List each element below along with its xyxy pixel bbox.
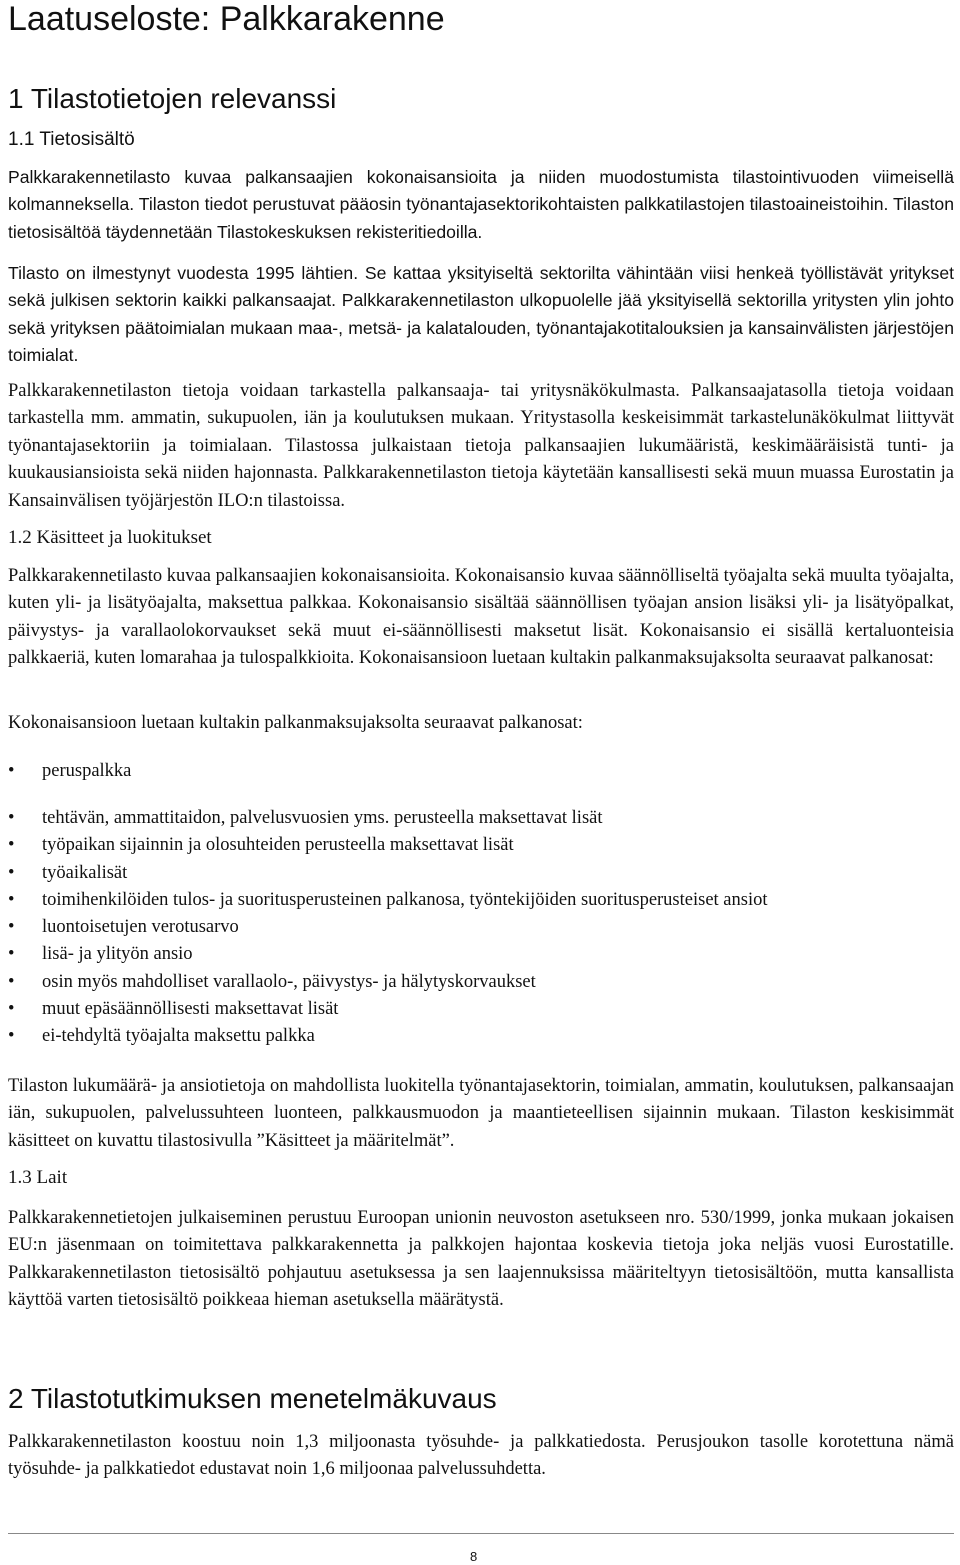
bullet-icon: •	[8, 1026, 15, 1047]
page-number: 8	[470, 1549, 478, 1564]
bullet-icon: •	[8, 835, 15, 856]
list-item: • toimihenkilöiden tulos- ja suoritusperusteinen palkanosa, työntekijöiden suoritusperusteiset ansiot	[8, 887, 954, 914]
bullet-icon: •	[8, 917, 15, 938]
list-item: • tehtävän, ammattitaidon, palvelusvuosien yms. perusteella maksettavat lisät	[8, 805, 954, 832]
paragraph-classifications: Tilaston lukumäärä- ja ansiotietoja on mahdollista luokitella työnantajasektorin, toimialan, ammatin, koulutuksen, palkansaajan iän, sukupuolen, palvelussuhteen luonteen, palkkausmuodon ja maantieteellisen sijainnin mukaan. Tilaston keskisimmät käsitteet on kuvattu tilastosivulla ”Käsitteet ja määritelmät”.	[8, 1076, 954, 1151]
paragraph-legislation: Palkkarakennetietojen julkaiseminen perustuu Euroopan unionin neuvoston asetukseen nro. 530/1999, jonka mukaan jokaisen EU:n jäsenmaan on toimitettava palkkarakennetta ja palkkojen hajontaa koskevia tietoja joka neljäs vuosi Eurostatille. Palkkarakennetilaston tietosisältö pohjautuu asetuksessa ja sen laajennuksissa määriteltyyn tietosisältöön, mutta kansallista käyttöä varten tietosisältö poikkeaa hieman asetuksella määrätystä.	[8, 1208, 954, 1311]
bullet-icon: •	[8, 999, 15, 1020]
section-heading-relevance: 1 Tilastotietojen relevanssi	[8, 83, 337, 114]
paragraph-earnings-components-intro: Kokonaisansioon luetaan kultakin palkanmaksujaksolta seuraavat palkanosat:	[8, 713, 583, 733]
paragraph-coverage: Tilasto on ilmestynyt vuodesta 1995 lähtien. Se kattaa yksityiseltä sektorilta vähintään viisi henkeä työllistävät yritykset sekä julkisen sektorin kaikki palkansaajat. Palkkarakennetilaston ulkopuolelle jää yksityisellä sektorilla yritysten ylin johto sekä yrityksen päätoimialan mukaan maa-, metsä- ja kalatalouden, työnantajakotitalouksien ja kansainvälisten järjestöjen toimialat.	[8, 263, 954, 366]
list-item: • muut epäsäännöllisesti maksettavat lisät	[8, 996, 954, 1023]
bullet-icon: •	[8, 971, 15, 992]
paragraph-methodology: Palkkarakennetilaston koostuu noin 1,3 miljoonasta työsuhde- ja palkkatiedosta. Perusjoukon tasolle korotettuna nämä työsuhde- ja palkkatiedot edustavat noin 1,6 miljoonaa palvelussuhdetta.	[8, 1432, 954, 1480]
bullet-icon: •	[8, 889, 15, 910]
list-item: • luontoisetujen verotusarvo	[8, 914, 954, 941]
subsection-heading-laws: 1.3 Lait	[8, 1167, 68, 1188]
earnings-component-list	[8, 805, 954, 1051]
subsection-heading-content: 1.1 Tietosisältö	[8, 129, 135, 150]
list-item: • ei-tehdyltä työajalta maksettu palkka	[8, 1023, 954, 1050]
list-item: • työpaikan sijainnin ja olosuhteiden perusteella maksettavat lisät	[8, 832, 954, 859]
earnings-component-list-first	[8, 758, 954, 785]
list-item: • osin myös mahdolliset varallaolo-, päivystys- ja hälytyskorvaukset	[8, 969, 954, 996]
paragraph-total-earnings: Palkkarakennetilasto kuvaa palkansaajien kokonaisansioita. Kokonaisansio kuvaa säännölliseltä työajalta sekä muulta työajalta, kuten yli- ja lisätyöajalta, maksettua palkkaa. Kokonaisansio sisältää säännöllisen työajan ansion lisäksi yli- ja lisätyöpalkat, päivystys- ja varallaolokorvaukset sekä muut ei-säännöllisesti maksetut lisät. Kokonaisansio ei sisällä kertaluonteisia palkkaeriä, kuten lomarahaa ja tulospalkkioita. Kokonaisansioon luetaan kultakin palkanmaksujaksolta seuraavat palkanosat:	[8, 566, 954, 669]
bullet-icon: •	[8, 944, 15, 965]
list-item: • lisä- ja ylityön ansio	[8, 941, 954, 968]
subsection-heading-concepts: 1.2 Käsitteet ja luokitukset	[8, 527, 212, 548]
bullet-icon: •	[8, 761, 15, 781]
list-item: • työaikalisät	[8, 860, 954, 887]
bullet-icon: •	[8, 808, 15, 828]
document-title: Laatuseloste: Palkkarakenne	[8, 0, 445, 38]
bullet-icon: •	[8, 862, 15, 883]
paragraph-perspectives: Palkkarakennetilaston tietoja voidaan tarkastella palkansaaja- tai yritysnäkökulmasta. Palkansaajatasolla tietoja voidaan tarkastella mm. ammatin, sukupuolen, iän ja koulutuksen mukaan. Yritystasolla keskeisimmät tarkastelunäkökulmat liittyvät työnantajasektoriin ja toimialaan. Tilastossa julkaistaan tietoja palkansaajien lukumääristä, keskimääräisistä tunti- ja kuukausiansioista sekä niiden hajonnasta. Palkkarakennetilaston tietoja käytetään kansallisesti sekä muun muassa Eurostatin ja Kansainvälisen työjärjestön ILO:n tilastoissa.	[8, 381, 954, 511]
list-item: • peruspalkka	[8, 758, 954, 785]
footer-divider	[8, 1533, 954, 1534]
section-heading-methodology: 2 Tilastotutkimuksen menetelmäkuvaus	[8, 1383, 497, 1414]
paragraph-content-intro: Palkkarakennetilasto kuvaa palkansaajien kokonaisansioita ja niiden muodostumista tilastointivuoden viimeisellä kolmanneksella. Tilaston tiedot perustuvat pääosin työnantajasektorikohtaisten palkkatilastojen tilastoaineistoihin. Tilaston tietosisältöä täydennetään Tilastokeskuksen rekisteritiedoilla.	[8, 167, 954, 242]
